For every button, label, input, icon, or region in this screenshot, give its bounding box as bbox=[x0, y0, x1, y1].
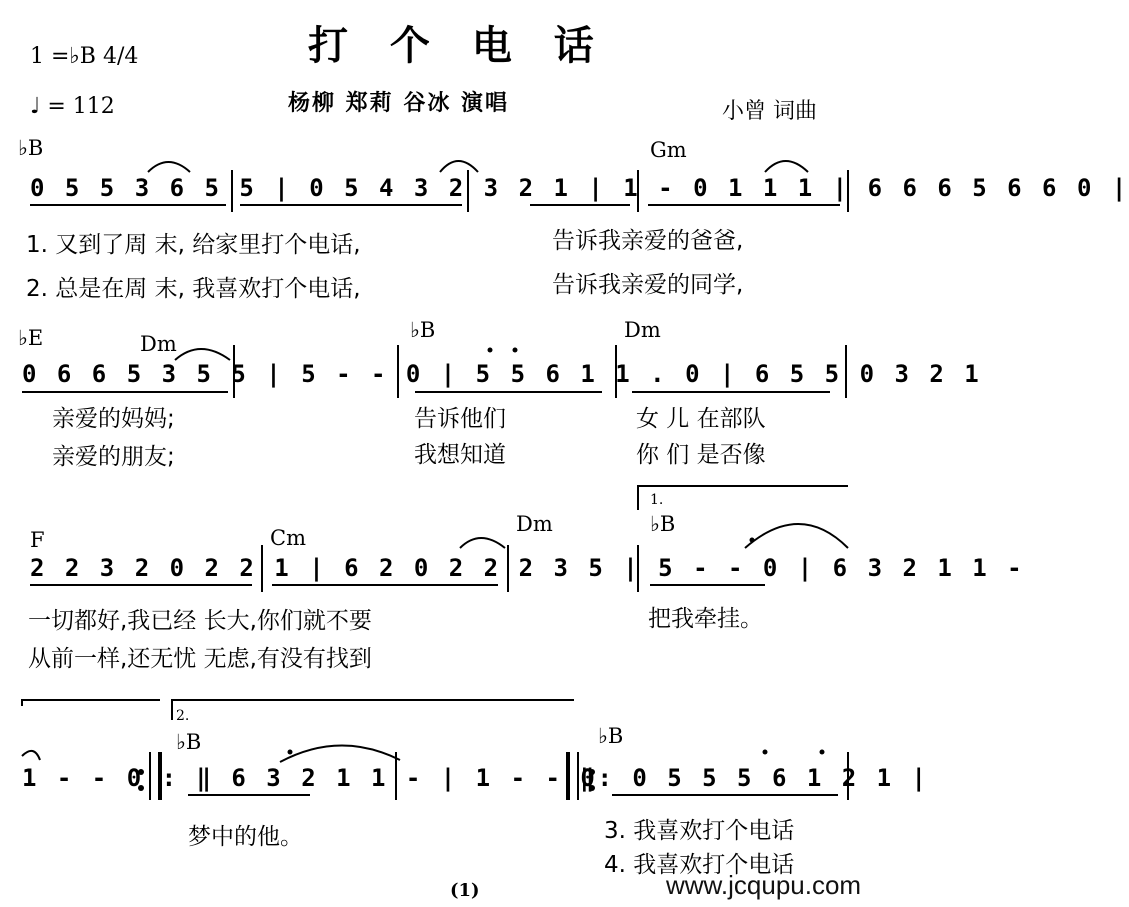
notation-row-4b: ‖: 0 5 5 5 6 1 2 1 | bbox=[580, 764, 929, 792]
composer-lyricist: 小曾 词曲 bbox=[722, 99, 817, 124]
key-signature: 1 =♭B 4/4 bbox=[30, 44, 139, 69]
notation-row-2: 0 6 6 5 3 5 5 | 5 - - 0 | 5 5 6 1 1 . 0 | 6 5 5 0 3 2 1 bbox=[22, 360, 982, 388]
lyric-line: 1. 又到了周 末, 给家里打个电话, bbox=[26, 232, 361, 258]
lyric-line: 告诉我亲爱的同学, bbox=[552, 272, 744, 298]
watermark: www.jcqupu.com bbox=[666, 870, 862, 900]
tempo-marking: ♩ = 112 bbox=[30, 94, 115, 119]
chord-label: ♭B bbox=[176, 730, 202, 754]
notation-row-3: 2 2 3 2 0 2 2 1 | 6 2 0 2 2 2 3 5 | 5 - - 0 | 6 3 2 1 1 - bbox=[30, 554, 1025, 582]
page-number: (1) bbox=[450, 880, 480, 901]
chord-label: ♭E bbox=[18, 326, 44, 350]
chord-label: Gm bbox=[650, 138, 687, 162]
chord-label: Cm bbox=[270, 526, 306, 550]
lyric-line: 女 儿 在部队 bbox=[636, 406, 766, 432]
volta-first: 1. bbox=[650, 492, 664, 508]
notation-row-4a: 1 - - 0 : ‖ 6 3 2 1 1 - | 1 - - 0 bbox=[22, 764, 598, 792]
lyric-line: 告诉我亲爱的爸爸, bbox=[552, 228, 744, 254]
lyric-line: 告诉他们 bbox=[414, 406, 506, 432]
volta-second: 2. bbox=[176, 708, 190, 724]
lyric-line: 2. 总是在周 末, 我喜欢打个电话, bbox=[26, 276, 361, 302]
lyric-line: 亲爱的朋友; bbox=[52, 444, 175, 470]
lyric-line: 把我牵挂。 bbox=[648, 606, 763, 632]
chord-label: Dm bbox=[516, 512, 553, 536]
lyric-line: 梦中的他。 bbox=[188, 824, 303, 850]
lyric-line: 我想知道 bbox=[414, 442, 506, 468]
chord-label: F bbox=[30, 528, 45, 552]
lyric-line: 一切都好,我已经 长大,你们就不要 bbox=[28, 608, 372, 634]
lyric-line: 从前一样,还无忧 无虑,有没有找到 bbox=[28, 646, 372, 672]
notation-row-1: 0 5 5 3 6 5 5 | 0 5 4 3 2 3 2 1 | 1 - 0 1 1 1 | 6 6 6 5 6 6 0 | bbox=[30, 174, 1129, 202]
chord-label: ♭B bbox=[410, 318, 436, 342]
lyric-line: 4. 我喜欢打个电话 bbox=[604, 852, 795, 878]
lyric-line: 3. 我喜欢打个电话 bbox=[604, 818, 795, 844]
chord-label: ♭B bbox=[18, 136, 44, 160]
chord-label: ♭B bbox=[650, 512, 676, 536]
chord-label: ♭B bbox=[598, 724, 624, 748]
chord-label: Dm bbox=[624, 318, 661, 342]
lyric-line: 亲爱的妈妈; bbox=[52, 406, 175, 432]
performers: 杨柳 郑莉 谷冰 演唱 bbox=[288, 91, 509, 116]
lyric-line: 你 们 是否像 bbox=[636, 442, 766, 468]
chord-label: Dm bbox=[140, 332, 177, 356]
song-title: 打 个 电 话 bbox=[308, 23, 608, 69]
